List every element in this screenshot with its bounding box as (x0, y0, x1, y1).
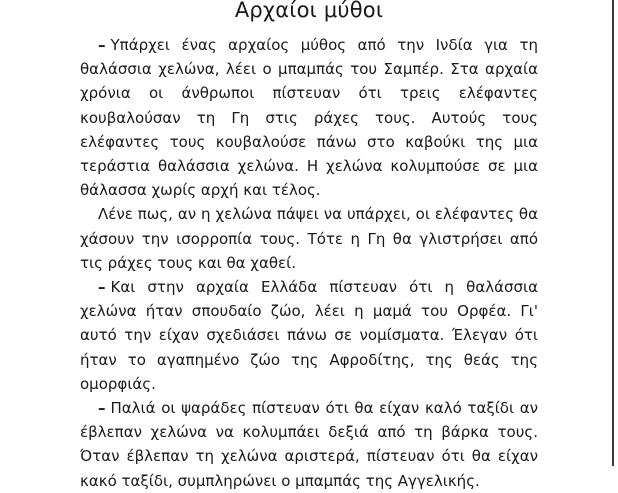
paragraph-2 (80, 202, 538, 275)
story-text (80, 33, 538, 493)
paragraph-text: Παλιά οι ψαράδες πίστευαν ότι θα είχαν καλό ταξίδι αν έβλεπαν χελώνα να κολυμπάει δεξιά από τη βάρκα τους. Όταν έβλεπαν τη χελώνα αριστερά, πίστευαν ότι θα είχαν κακό ταξίδι, συμπληρώνει ο μπαμπάς της Αγγελικής. (80, 399, 538, 490)
paragraph-text: Και στην αρχαία Ελλάδα πίστευαν ότι η θαλάσσια χελώνα ήταν σπουδαίο ζώο, λέει η μαμά του Ορφέα. Γι' αυτό την είχαν σχεδιάσει πάνω σε νομίσματα. Έλεγαν ότι ήταν το αγαπημένο ζώο της Αφροδίτης, της θεάς της ομορφιάς. (80, 278, 538, 393)
paragraph-text: Λένε πως, αν η χελώνα πάψει να υπάρχει, οι ελέφαντες θα χάσουν την ισορροπία τους. Τότε η Γη θα γλιστρήσει από τις ράχες τους και θα χαθεί. (80, 205, 538, 272)
dialogue-dash: – (98, 278, 106, 297)
page-title: Αρχαίοι μύθοι (234, 0, 384, 22)
paragraph-text: Υπάρχει ένας αρχαίος μύθος από την Ινδία για τη θαλάσσια χελώνα, λέει ο μπαμπάς του Σαμπέρ. Στα αρχαία χρόνια οι άνθρωποι πίστευαν ότι τρεις ελέφαντες κουβαλούσαν τη Γη στις ράχες τους. Αυτούς τους ελέφαντες τους κουβαλούσε πάνω στο καβούκι της μια τεράστια θαλάσσια χελώνα. Η χελώνα κολυμπούσε σε μια θάλασσα χωρίς αρχή και τέλος. (80, 36, 538, 200)
paragraph-4 (80, 396, 538, 493)
paragraph-1 (80, 33, 538, 202)
paragraph-3 (80, 275, 538, 396)
page-border (612, 0, 614, 466)
dialogue-dash: – (98, 399, 106, 418)
dialogue-dash: – (98, 36, 106, 54)
